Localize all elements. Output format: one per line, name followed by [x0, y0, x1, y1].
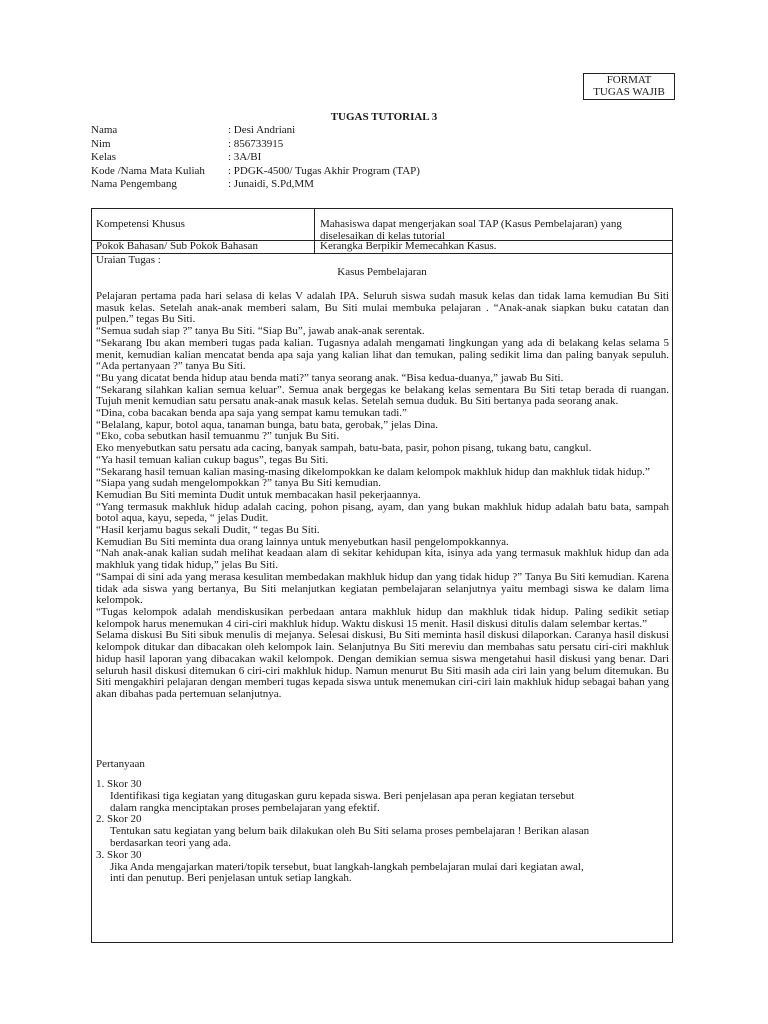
paragraph: “Yang termasuk makhluk hidup adalah cacing, pohon pisang, ayam, dan yang bukan makhluk hidup adalah batu bata, sampah botol aqua, kayu, sepeda, “ jelas Dudit. — [96, 500, 669, 525]
kompetensi-value: Mahasiswa dapat mengerjakan soal TAP (Kasus Pembelajaran) yang diselesaikan di kelas tutorial — [320, 218, 622, 242]
info-row-kelas — [91, 151, 420, 165]
paragraph: “Ya hasil temuan kalian cukup bagus”, tegas Bu Siti. — [96, 453, 329, 466]
info-label: Nim — [91, 137, 111, 150]
question-line: Identifikasi tiga kegiatan yang ditugaskan guru kepada siswa. Beri penjelasan apa peran kegiatan tersebut — [110, 789, 575, 802]
question-list — [96, 779, 669, 885]
question-score: 2. Skor 20 — [96, 813, 142, 826]
paragraph: “Dina, coba bacakan benda apa saja yang sempat kamu temukan tadi.” — [96, 407, 407, 420]
info-label: Kelas — [91, 151, 117, 164]
kasus-title: Kasus Pembelajaran — [337, 266, 427, 278]
paragraph: Eko menyebutkan satu persatu ada cacing, banyak sampah, batu-bata, pasir, pohon pisang, tukang batu, cangkul. — [96, 442, 592, 455]
case-narrative — [96, 291, 669, 701]
paragraph: Pelajaran pertama pada hari selasa di kelas V adalah IPA. Seluruh siswa sudah masuk kelas dan tidak lama kemudian Bu Siti masuk kelas. Setelah anak-anak memberi salam, Bu Siti mulai membuka pelajaran . “Anak-anak siapkan buku catatan dan pulpen.” tegas Bu Siti. — [96, 290, 669, 326]
info-row-mata-kuliah — [91, 165, 420, 179]
paragraph: Selama diskusi Bu Siti sibuk menulis di mejanya. Selesai diskusi, Bu Siti meminta hasil diskusi dilaporkan. Caranya hasil diskusi kelompok ditukar dan dibacakan oleh kelompok lain. Selanjutnya Bu Siti mereviu dan membahas satu persatu ciri-ciri makhluk hidup hasil laporan yang dibacakan wakil kelompok. Dengan demikian semua siswa mengetahui hasil diskusi yang benar. Dari seluruh hasil diskusi ditemukan 6 ciri-ciri makhluk hidup. Namun menurut Bu Siti masih ada ciri lain yang belum ditemukan. Bu Siti mengakhiri pelajaran dengan memberi tugas kepada siswa untuk menemukan ciri-ciri lain makhluk hidup sebagai bahan yang akan dibahas pada pertemuan selanjutnya. — [96, 629, 669, 700]
pokok-label: Pokok Bahasan/ Sub Pokok Bahasan — [96, 240, 258, 252]
question-line: Tentukan satu kegiatan yang belum baik dilakukan oleh Bu Siti selama proses pembelajaran ! Berikan alasan — [110, 825, 590, 838]
question-item — [96, 814, 669, 849]
info-row-nim — [91, 138, 420, 152]
paragraph: “Siapa yang sudah mengelompokkan ?” tanya Bu Siti kemudian. — [96, 477, 382, 490]
pokok-value: Kerangka Berpikir Memecahkan Kasus. — [320, 240, 497, 252]
question-line: Jika Anda mengajarkan materi/topik tersebut, buat langkah-langkah pembelajaran mulai dari kegiatan awal, — [110, 860, 584, 873]
question-line: berdasarkan teori yang ada. — [110, 836, 231, 849]
format-line-1: FORMAT — [606, 74, 652, 86]
question-score: 1. Skor 30 — [96, 778, 142, 790]
paragraph: “Sampai di sini ada yang merasa kesulitan membedakan makhluk hidup dan yang tidak hidup ?” Tanya Bu Siti kemudian. Karena tidak ada siswa yang bertanya, Bu Siti melanjutkan kegiatan pembelajaran selanjutnya yaitu membagi siswa ke dalam lima kelompok. — [96, 570, 669, 607]
question-item — [96, 850, 669, 885]
info-value: : Junaidi, S.Pd,MM — [228, 178, 314, 191]
info-value: : 3A/BI — [228, 151, 262, 164]
task-table — [91, 208, 673, 943]
uraian-tugas-label: Uraian Tugas : — [96, 254, 161, 266]
paragraph: “Sekarang hasil temuan kalian masing-masing dikelompokkan ke dalam kelompok makhluk hidup dan makhluk tidak hidup.” — [96, 465, 650, 478]
row-pokok-bahasan — [92, 240, 672, 254]
paragraph: Kemudian Bu Siti meminta Dudit untuk membacakan hasil pekerjaannya. — [96, 488, 421, 501]
document-title: TUGAS TUTORIAL 3 — [330, 111, 438, 123]
info-label: Kode /Nama Mata Kuliah — [91, 164, 205, 177]
paragraph: “Semua sudah siap ?” tanya Bu Siti. “Siap Bu”, jawab anak-anak serentak. — [96, 325, 425, 338]
question-score: 3. Skor 30 — [96, 848, 142, 861]
question-item — [96, 779, 669, 814]
question-line: inti dan penutup. Beri penjelasan untuk setiap langkah. — [110, 872, 352, 885]
format-tugas-wajib-box — [583, 73, 675, 100]
paragraph: “Sekarang Ibu akan memberi tugas pada kalian. Tugasnya adalah mengamati lingkungan yang ada di belakang kelas selama 5 menit, kemudian kalian mencatat benda apa saja yang kalian lihat dan temukan, paling sedikit lima dan paling banyak sepuluh. “Ada pertanyaan ?” tanya Bu Siti. — [96, 336, 669, 373]
paragraph: “Nah anak-anak kalian sudah melihat keadaan alam di sekitar kehidupan kita, isinya ada yang termasuk makhluk hidup dan ada makhluk yang tidak hidup,” jelas Bu Siti. — [96, 547, 669, 572]
paragraph: Kemudian Bu Siti meminta dua orang lainnya untuk menyebutkan hasil pengelompokkannya. — [96, 535, 509, 548]
info-value: : Desi Andriani — [228, 124, 296, 136]
info-label: Nama Pengembang — [91, 178, 177, 191]
pertanyaan-label: Pertanyaan — [96, 758, 145, 770]
info-row-nama — [91, 124, 420, 138]
paragraph: “Bu yang dicatat benda hidup atau benda mati?” tanya seorang anak. “Bisa kedua-duanya,” jawab Bu Siti. — [96, 371, 564, 384]
format-line-2: TUGAS WAJIB — [593, 86, 665, 98]
kompetensi-label: Kompetensi Khusus — [96, 218, 185, 230]
row-kompetensi-khusus — [92, 209, 672, 241]
paragraph: “Hasil kerjamu bagus sekali Dudit, “ tegas Bu Siti. — [96, 524, 320, 537]
question-line: dalam rangka menciptakan proses pembelajaran yang efektif. — [110, 801, 380, 814]
paragraph: “Sekarang silahkan kalian semua keluar”. Semua anak bergegas ke belakang kelas sementara Bu Siti tetap berada di ruangan. Tujuh menit kemudian satu persatu anak-anak masuk kelas. Setelah semua duduk. Bu Siti bertanya pada seorang anak. — [96, 383, 669, 408]
paragraph: “Tugas kelompok adalah mendiskusikan perbedaan antara makhluk hidup dan makhluk tidak hidup. Paling sedikit setiap kelompok harus menemukan 4 ciri-ciri makhluk hidup. Waktu diskusi 15 menit. Hasil diskusi ditulis dalam selembar kertas.” — [96, 605, 669, 630]
info-label: Nama — [91, 124, 118, 136]
paragraph: “Eko, coba sebutkan hasil temuanmu ?” tunjuk Bu Siti. — [96, 430, 340, 443]
student-info-table — [91, 124, 420, 192]
info-value: : 856733915 — [228, 137, 284, 150]
info-value: : PDGK-4500/ Tugas Akhir Program (TAP) — [228, 164, 420, 177]
info-row-pengembang — [91, 178, 420, 192]
paragraph: “Belalang, kapur, botol aqua, tanaman bunga, batu bata, gerobak,” jelas Dina. — [96, 418, 438, 431]
